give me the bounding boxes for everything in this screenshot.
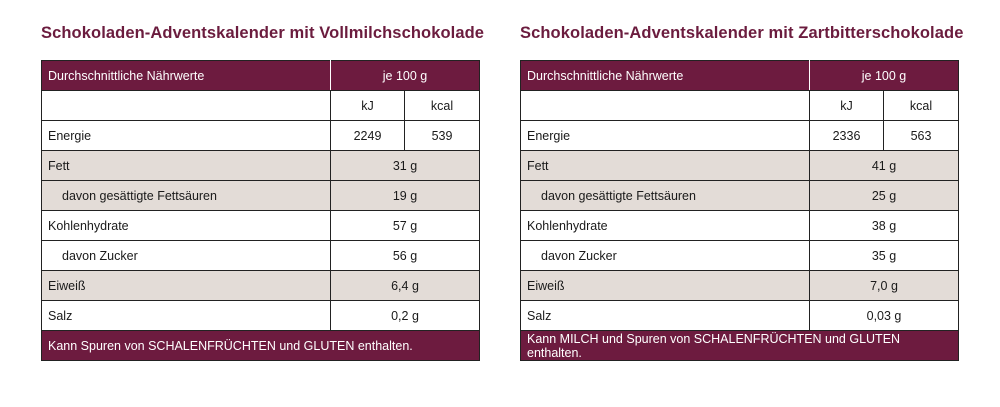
panel-title: Schokoladen-Adventskalender mit Zartbitterschokolade xyxy=(520,24,964,42)
row-label: Salz xyxy=(42,301,331,331)
row-value: 56 g xyxy=(331,241,480,271)
energy-kcal: 563 xyxy=(884,121,959,151)
table-row xyxy=(521,301,959,331)
unit-kj: kJ xyxy=(331,91,405,121)
row-value: 19 g xyxy=(331,181,480,211)
row-label: Kohlenhydrate xyxy=(42,211,331,241)
table-row xyxy=(521,181,959,211)
nutrition-table xyxy=(520,60,959,361)
table-row xyxy=(42,271,480,301)
header-per: je 100 g xyxy=(810,61,959,91)
row-value: 31 g xyxy=(331,151,480,181)
unit-kj: kJ xyxy=(810,91,884,121)
energy-row xyxy=(521,121,959,151)
allergen-footer-row xyxy=(42,331,480,361)
unit-row-empty xyxy=(42,91,331,121)
row-label: Fett xyxy=(42,151,331,181)
energy-kj: 2249 xyxy=(331,121,405,151)
row-value: 57 g xyxy=(331,211,480,241)
table-row xyxy=(521,211,959,241)
energy-kj: 2336 xyxy=(810,121,884,151)
row-label: davon gesättigte Fettsäuren xyxy=(42,181,331,211)
table-row xyxy=(42,211,480,241)
header-label: Durchschnittliche Nährwerte xyxy=(42,61,331,91)
row-label: Eiweiß xyxy=(521,271,810,301)
row-label: Salz xyxy=(521,301,810,331)
unit-kcal: kcal xyxy=(405,91,480,121)
row-value: 6,4 g xyxy=(331,271,480,301)
table-row xyxy=(42,301,480,331)
unit-row xyxy=(42,91,480,121)
table-row xyxy=(42,241,480,271)
row-label: davon Zucker xyxy=(42,241,331,271)
row-value: 25 g xyxy=(810,181,959,211)
energy-kcal: 539 xyxy=(405,121,480,151)
row-value: 41 g xyxy=(810,151,959,181)
allergen-note: Kann Spuren von SCHALENFRÜCHTEN und GLUTEN enthalten. xyxy=(42,331,480,361)
row-value: 0,2 g xyxy=(331,301,480,331)
energy-row xyxy=(42,121,480,151)
nutrition-table xyxy=(41,60,480,361)
energy-label: Energie xyxy=(42,121,331,151)
row-label: Fett xyxy=(521,151,810,181)
header-label: Durchschnittliche Nährwerte xyxy=(521,61,810,91)
header-per: je 100 g xyxy=(331,61,480,91)
table-row xyxy=(521,151,959,181)
row-value: 7,0 g xyxy=(810,271,959,301)
allergen-note: Kann MILCH und Spuren von SCHALENFRÜCHTEN und GLUTEN enthalten. xyxy=(521,331,959,361)
table-header-row xyxy=(521,61,959,91)
row-value: 35 g xyxy=(810,241,959,271)
row-value: 0,03 g xyxy=(810,301,959,331)
energy-label: Energie xyxy=(521,121,810,151)
unit-row xyxy=(521,91,959,121)
allergen-footer-row xyxy=(521,331,959,361)
panel-title: Schokoladen-Adventskalender mit Vollmilchschokolade xyxy=(41,24,485,42)
unit-row-empty xyxy=(521,91,810,121)
table-row xyxy=(521,241,959,271)
table-row xyxy=(521,271,959,301)
table-row xyxy=(42,181,480,211)
row-label: Eiweiß xyxy=(42,271,331,301)
row-value: 38 g xyxy=(810,211,959,241)
table-header-row xyxy=(42,61,480,91)
unit-kcal: kcal xyxy=(884,91,959,121)
row-label: davon gesättigte Fettsäuren xyxy=(521,181,810,211)
row-label: Kohlenhydrate xyxy=(521,211,810,241)
table-row xyxy=(42,151,480,181)
row-label: davon Zucker xyxy=(521,241,810,271)
